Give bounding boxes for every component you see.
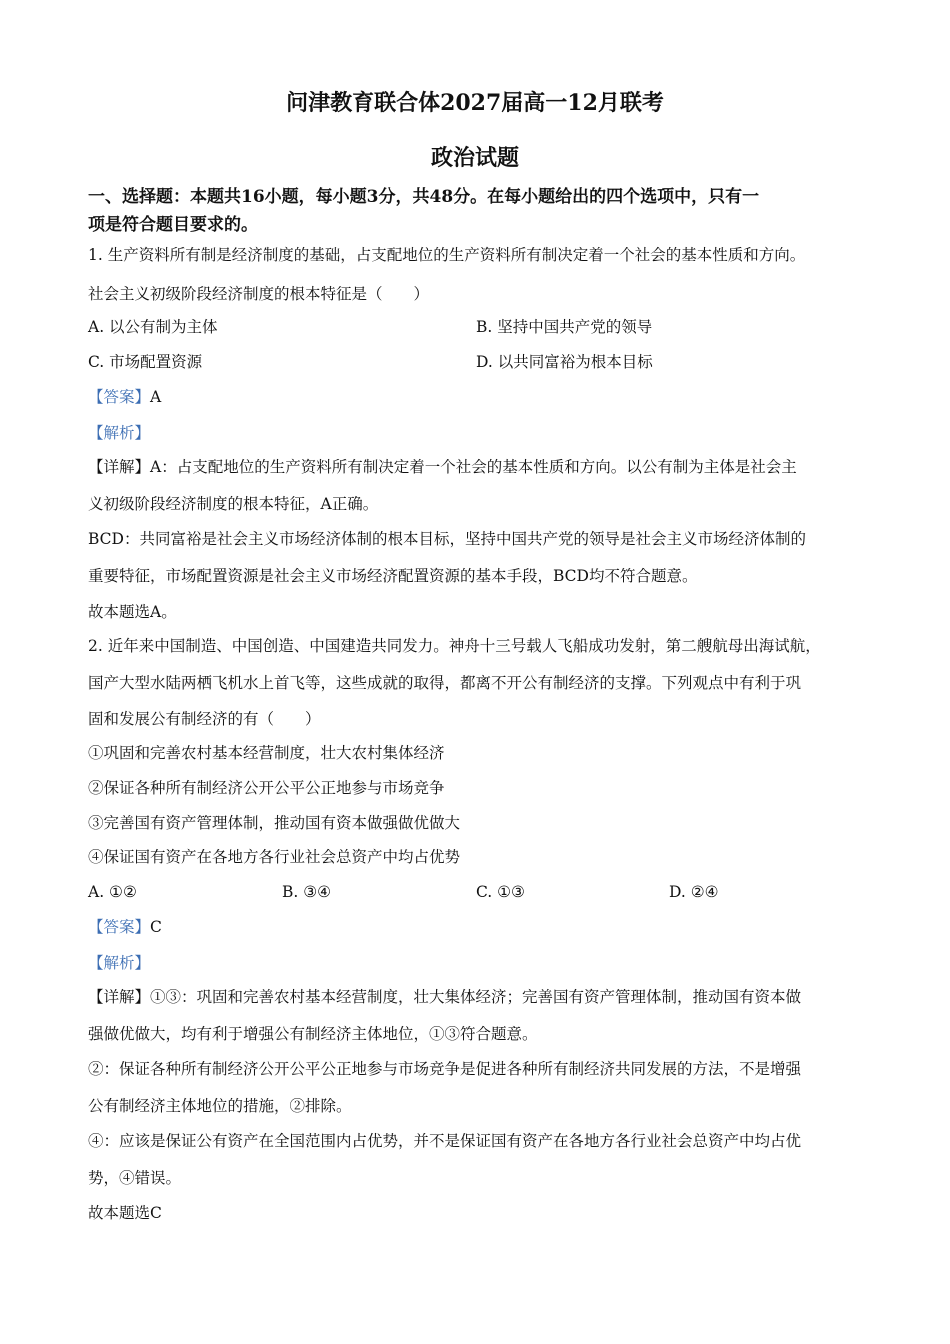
q2-detail-2-cont: 公有制经济主体地位的措施，②排除。	[88, 1097, 352, 1115]
q1-detail-bcd: BCD：共同富裕是社会主义市场经济体制的根本目标，坚持中国共产党的领导是社会主义市场经济体制的	[88, 530, 806, 548]
q1-answer	[88, 387, 161, 407]
q2-item-2: ②保证各种所有制经济公开公平公正地参与市场竞争	[88, 779, 445, 797]
q2-option-d: D. ②④	[669, 883, 719, 901]
q2-option-b: B. ③④	[282, 883, 332, 901]
q2-answer	[88, 917, 162, 937]
q2-conclusion: 故本题选C	[88, 1204, 162, 1222]
section-heading-cont: 项是符合题目要求的。	[88, 215, 258, 235]
q1-detail-cont: 义初级阶段经济制度的根本特征，A正确。	[88, 495, 379, 513]
section-heading: 一、选择题：本题共16小题，每小题3分，共48分。在每小题给出的四个选项中，只有一	[88, 187, 760, 207]
q1-analysis-tag: 【解析】	[88, 424, 151, 442]
q1-option-a: A. 以公有制为主体	[88, 318, 218, 336]
q1-detail: 【详解】A：占支配地位的生产资料所有制决定着一个社会的基本性质和方向。以公有制为主体是社会主	[88, 458, 797, 476]
q2-item-4: ④保证国有资产在各地方各行业社会总资产中均占优势	[88, 848, 461, 866]
q1-option-b: B. 坚持中国共产党的领导	[476, 318, 653, 336]
q1-conclusion: 故本题选A。	[88, 603, 177, 621]
q2-detail-4: ④：应该是保证公有资产在全国范围内占优势，并不是保证国有资产在各地方各行业社会总资产中均占优	[88, 1132, 802, 1150]
q1-stem-cont: 社会主义初级阶段经济制度的根本特征是（ ）	[88, 285, 430, 303]
q2-option-c: C. ①③	[476, 883, 525, 901]
q2-detail-4-cont: 势，④错误。	[88, 1169, 182, 1187]
q2-analysis-tag: 【解析】	[88, 954, 151, 972]
q2-option-a: A. ①②	[88, 883, 137, 901]
q2-item-3: ③完善国有资产管理体制，推动国有资本做强做优做大	[88, 814, 461, 832]
answer-value: A	[150, 388, 162, 406]
exam-title: 问津教育联合体2027届高一12月联考	[286, 90, 664, 116]
q2-detail-2: ②：保证各种所有制经济公开公平公正地参与市场竞争是促进各种所有制经济共同发展的方法，不是增强	[88, 1060, 802, 1078]
answer-tag: 【答案】	[88, 388, 151, 406]
exam-subject: 政治试题	[430, 145, 519, 171]
q1-option-d: D. 以共同富裕为根本目标	[476, 353, 653, 371]
q1-option-c: C. 市场配置资源	[88, 353, 203, 371]
q1-detail-bcd-cont: 重要特征，市场配置资源是社会主义市场经济配置资源的基本手段，BCD均不符合题意。	[88, 567, 698, 585]
q2-detail-cont: 强做优做大，均有利于增强公有制经济主体地位，①③符合题意。	[88, 1025, 538, 1043]
q1-stem: 1. 生产资料所有制是经济制度的基础，占支配地位的生产资料所有制决定着一个社会的基本性质和方向。	[88, 246, 806, 264]
q2-stem: 2. 近年来中国制造、中国创造、中国建造共同发力。神舟十三号载人飞船成功发射，第二艘航母出海试航，	[88, 637, 821, 655]
answer-value: C	[150, 918, 162, 936]
q2-detail: 【详解】①③：巩固和完善农村基本经营制度，壮大集体经济；完善国有资产管理体制，推动国有资本做	[88, 988, 802, 1006]
answer-tag: 【答案】	[88, 918, 151, 936]
q2-stem-end: 固和发展公有制经济的有（ ）	[88, 710, 321, 728]
q2-stem-cont: 国产大型水陆两栖飞机水上首飞等，这些成就的取得，都离不开公有制经济的支撑。下列观点中有利于巩	[88, 674, 802, 692]
q2-item-1: ①巩固和完善农村基本经营制度，壮大农村集体经济	[88, 744, 445, 762]
